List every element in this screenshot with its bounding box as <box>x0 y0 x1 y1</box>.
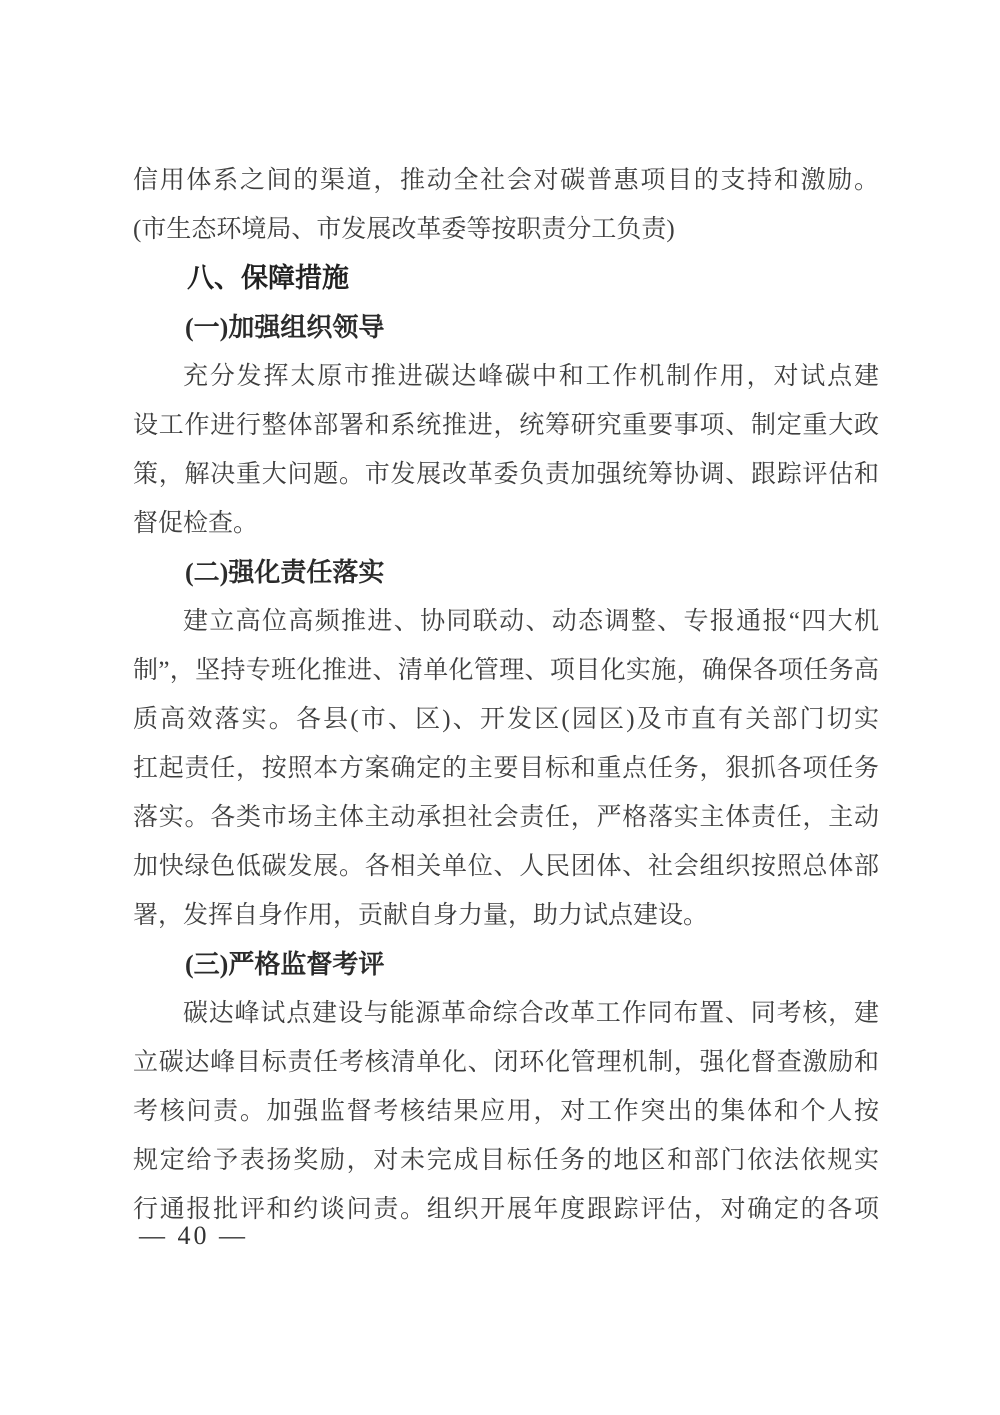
body-text-line: 加快绿色低碳发展。各相关单位、人民团体、社会组织按照总体部 <box>133 853 879 880</box>
body-text-line: 制”，坚持专班化推进、清单化管理、项目化实施，确保各项任务高 <box>133 657 879 684</box>
body-text-line: 考核问责。加强监督考核结果应用，对工作突出的集体和个人按 <box>133 1098 879 1125</box>
body-text-line: 署，发挥自身作用，贡献自身力量，助力试点建设。 <box>133 902 709 929</box>
body-text-line: 建立高位高频推进、协同联动、动态调整、专报通报“四大机 <box>183 608 879 635</box>
body-text-line: 扛起责任，按照本方案确定的主要目标和重点任务，狠抓各项任务 <box>133 755 879 782</box>
body-text-line: 充分发挥太原市推进碳达峰碳中和工作机制作用，对试点建 <box>183 363 879 390</box>
body-text-line: 行通报批评和约谈问责。组织开展年度跟踪评估，对确定的各项 <box>133 1196 879 1223</box>
body-text-line: 碳达峰试点建设与能源革命综合改革工作同布置、同考核，建 <box>183 1000 879 1027</box>
subsection-heading-1: (一)加强组织领导 <box>185 313 385 342</box>
body-text-line: 设工作进行整体部署和系统推进，统筹研究重要事项、制定重大政 <box>133 412 879 439</box>
body-text-line: (市生态环境局、市发展改革委等按职责分工负责) <box>133 216 675 243</box>
subsection-heading-3: (三)严格监督考评 <box>185 950 385 979</box>
subsection-heading-2: (二)强化责任落实 <box>185 558 385 587</box>
body-text-line: 落实。各类市场主体主动承担社会责任，严格落实主体责任，主动 <box>133 804 879 831</box>
body-text-line: 质高效落实。各县(市、区)、开发区(园区)及市直有关部门切实 <box>133 706 879 733</box>
document-body <box>133 156 879 1234</box>
body-text-line: 督促检查。 <box>133 510 259 537</box>
section-heading-viii: 八、保障措施 <box>187 263 349 293</box>
page-number-footer: — 40 — <box>139 1221 248 1250</box>
body-text-line: 策，解决重大问题。市发展改革委负责加强统筹协调、跟踪评估和 <box>133 461 879 488</box>
body-text-line: 信用体系之间的渠道，推动全社会对碳普惠项目的支持和激励。 <box>133 167 879 194</box>
body-text-line: 规定给予表扬奖励，对未完成目标任务的地区和部门依法依规实 <box>133 1147 879 1174</box>
body-text-line: 立碳达峰目标责任考核清单化、闭环化管理机制，强化督查激励和 <box>133 1049 879 1076</box>
